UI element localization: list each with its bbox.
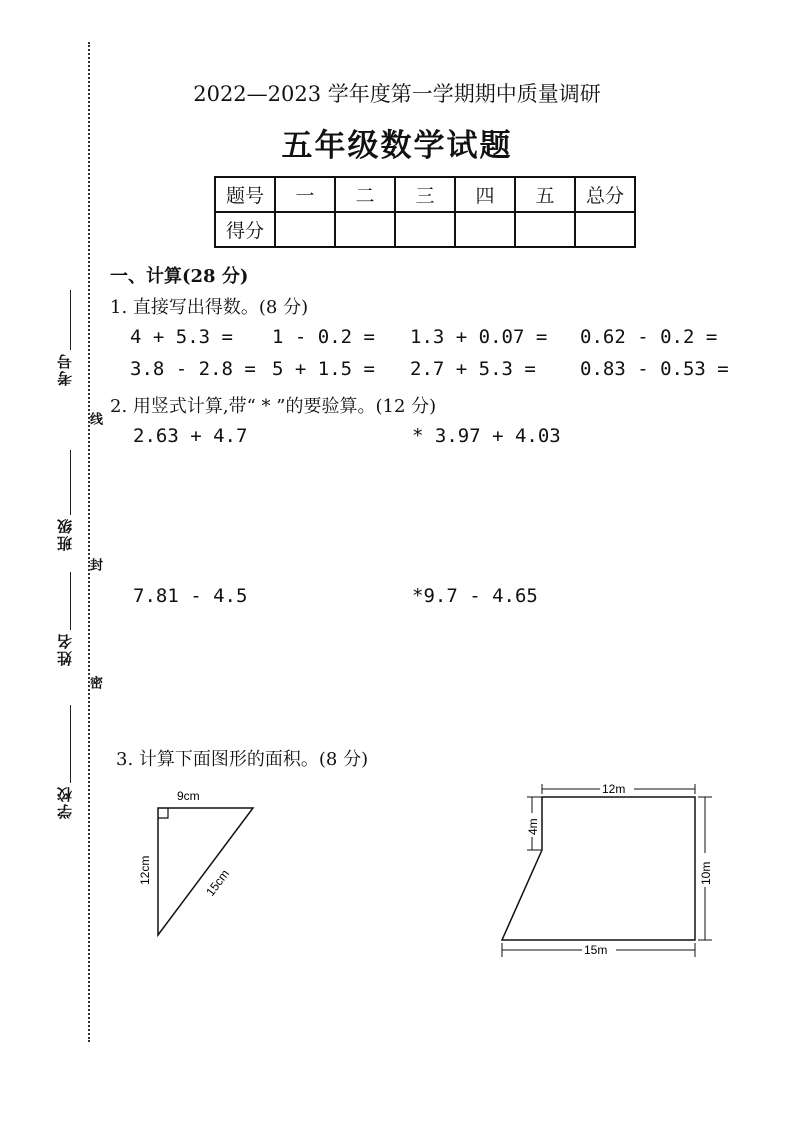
triangle-left-label: 12cm [138,855,152,885]
score-cell: 五 [515,177,575,212]
q1-item: 1 - 0.2 = [272,326,375,348]
binding-dotted-line [88,42,90,1042]
triangle-figure [120,780,280,950]
exam-number-label: 考号 [56,352,74,386]
right-angle-mark [158,808,168,818]
score-blank[interactable] [455,212,515,247]
q2-prompt: 2. 用竖式计算,带“ * ”的要验算。(12 分) [110,396,437,417]
q1-prompt: 1. 直接写出得数。(8 分) [110,297,309,318]
q1-item: 2.7 + 5.3 = [410,358,536,380]
trapezoid-bottom-label: 15m [584,943,608,957]
q1-item: 0.83 - 0.53 = [580,358,729,380]
q1-item: 4 + 5.3 = [130,326,233,348]
q2-item: 2.63 + 4.7 [133,425,248,447]
score-blank[interactable] [395,212,455,247]
q3-prompt: 3. 计算下面图形的面积。(8 分) [116,749,369,770]
score-table-header-row [215,177,635,212]
section-heading: 一、计算(28 分) [110,266,249,287]
name-line [70,572,71,630]
score-cell: 三 [395,177,455,212]
name-label: 姓名 [56,632,74,666]
class-line [70,450,71,515]
score-row-label: 得分 [215,212,275,247]
school-label: 学校 [56,785,74,819]
q2-item: * 3.97 + 4.03 [412,425,561,447]
score-table-score-row [215,212,635,247]
trapezoid-top-label: 12m [602,782,626,796]
q1-item: 0.62 - 0.2 = [580,326,718,348]
trapezoid-right-label: 10m [699,861,713,885]
score-blank[interactable] [335,212,395,247]
score-cell: 总分 [575,177,635,212]
exam-subtitle: 2022—2023 学年度第一学期期中质量调研 [193,82,601,106]
exam-number-line [70,290,71,350]
trapezoid-figure [490,775,730,975]
q1-item: 1.3 + 0.07 = [410,326,548,348]
score-cell: 二 [335,177,395,212]
score-cell: 一 [275,177,335,212]
q1-item: 5 + 1.5 = [272,358,375,380]
cut-mark-seal: 封 [87,558,102,571]
triangle-hyp-label: 15cm [203,866,233,899]
cut-mark-line: 线 [87,412,102,425]
school-line [70,705,71,783]
score-blank[interactable] [575,212,635,247]
q2-item: 7.81 - 4.5 [133,585,248,607]
class-label: 班级 [56,517,74,551]
triangle-shape [158,808,253,935]
score-cell: 题号 [215,177,275,212]
score-cell: 四 [455,177,515,212]
score-blank[interactable] [515,212,575,247]
score-blank[interactable] [275,212,335,247]
trapezoid-left-label: 4m [526,818,540,835]
triangle-top-label: 9cm [177,789,200,803]
score-table [214,176,636,248]
cut-mark-secret: 密 [87,676,102,689]
q1-item: 3.8 - 2.8 = [130,358,256,380]
exam-title: 五年级数学试题 [281,128,513,164]
q2-item: *9.7 - 4.65 [412,585,538,607]
